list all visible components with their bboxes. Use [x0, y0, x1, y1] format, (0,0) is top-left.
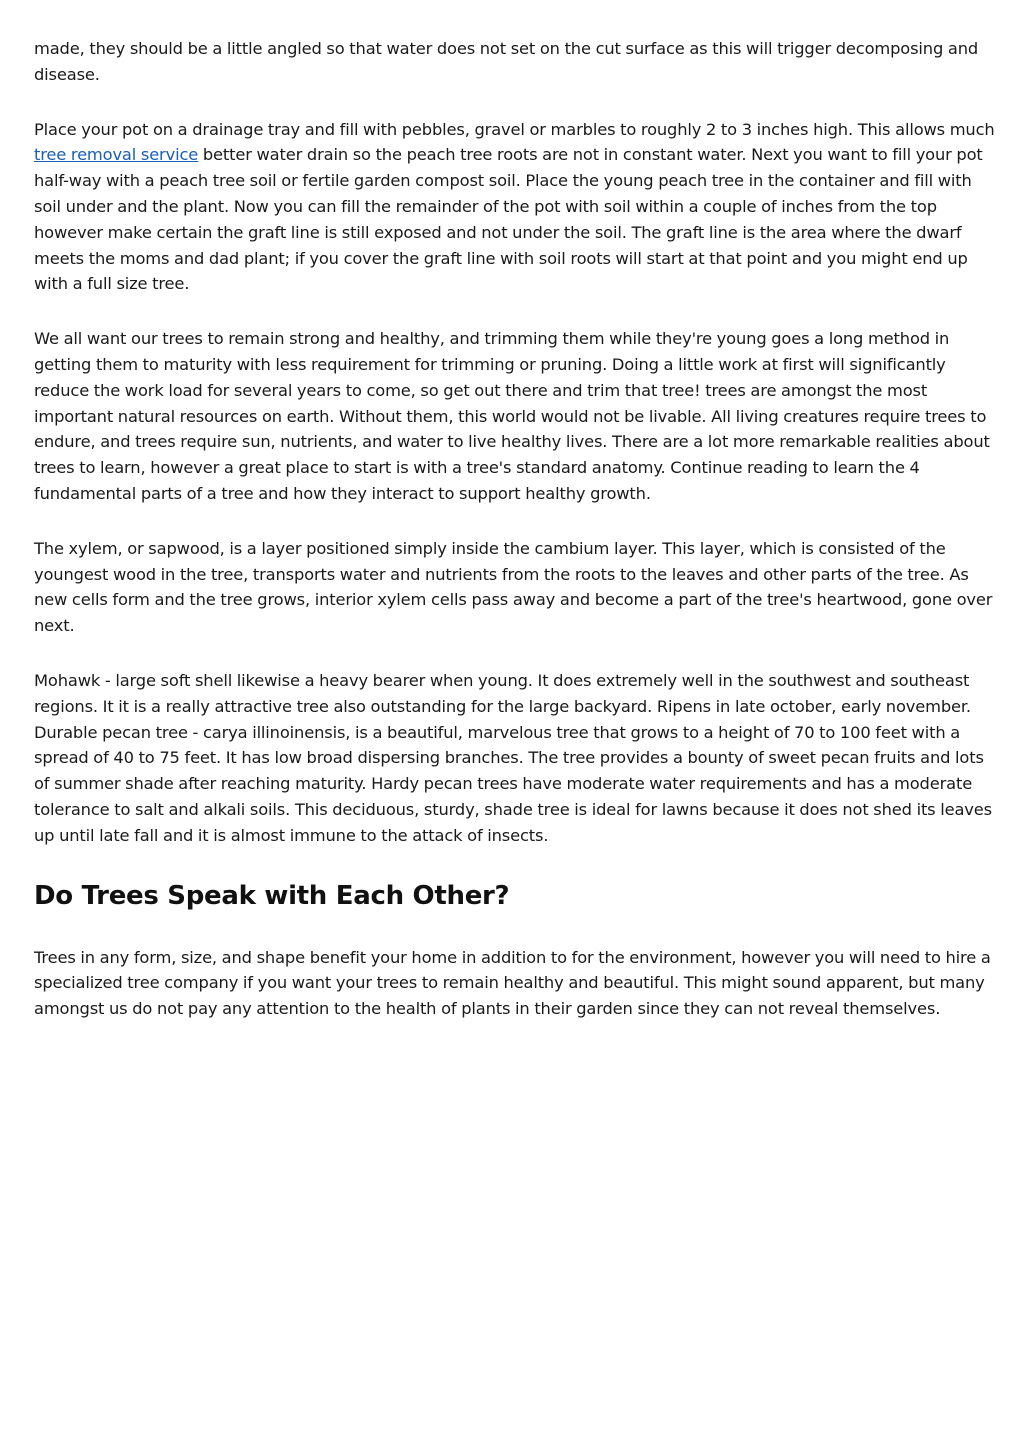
tree-removal-service-link[interactable]: tree removal service	[34, 145, 199, 165]
paragraph-xylem: The xylem, or sapwood, is a layer positioned simply inside the cambium layer. This layer, which is consisted of the youngest wood in the tree, transports water and nutrients from the roots to the leaves and other parts of the tree. As new cells form and the tree grows, interior xylem cells pass away and become a part of the tree's heartwood, gone over next.	[34, 538, 993, 636]
document-page	[34, 36, 996, 1051]
section-heading: Do Trees Speak with Each Other?	[34, 880, 510, 911]
paragraph-tree-company: Trees in any form, size, and shape benefit your home in addition to for the environment, however you will need to hire a specialized tree company if you want your trees to remain healthy and beautiful. This might sound apparent, but many amongst us do not pay any attention to the health of plants in their garden since they can not reveal themselves.	[34, 947, 991, 1019]
paragraph-trimming: We all want our trees to remain strong and healthy, and trimming them while they're young goes a long method in getting them to maturity with less requirement for trimming or pruning. Doing a little work at first will significantly reduce the work load for several years to come, so get out there and trim that tree! trees are amongst the most important natural resources on earth. Without them, this world would not be livable. All living creatures require trees to endure, and trees require sun, nutrients, and water to live healthy lives. There are a lot more remarkable realities about trees to learn, however a great place to start is with a tree's standard anatomy. Continue reading to learn the 4 fundamental parts of a tree and how they interact to support healthy growth.	[34, 329, 990, 503]
paragraph-potting	[34, 117, 996, 298]
paragraph-pruning-cut: made, they should be a little angled so that water does not set on the cut surface as this will trigger decomposing and disease.	[34, 39, 979, 84]
paragraph-potting-text-end: better water drain so the peach tree roots are not in constant water. Next you want to fill your pot half-way with a peach tree soil or fertile garden compost soil. Place the young peach tree in the container and fill with soil under and the plant. Now you can fill the remainder of the pot with soil within a couple of inches from the top however make certain the graft line is still exposed and not under the soil. The graft line is the area where the dwarf meets the moms and dad plant; if you cover the graft line with soil roots will start at that point and you might end up with a full size tree.	[34, 145, 983, 294]
paragraph-potting-text-start: Place your pot on a drainage tray and fill with pebbles, gravel or marbles to roughly 2 to 3 inches high. This allows much	[34, 119, 995, 139]
paragraph-pecan: Mohawk - large soft shell likewise a heavy bearer when young. It does extremely well in the southwest and southeast regions. It it is a really attractive tree also outstanding for the large backyard. Ripens in late october, early november. Durable pecan tree - carya illinoinensis, is a beautiful, marvelous tree that grows to a height of 70 to 100 feet with a spread of 40 to 75 feet. It has low broad dispersing branches. The tree provides a bounty of sweet pecan fruits and lots of summer shade after reaching maturity. Hardy pecan trees have moderate water requirements and has a moderate tolerance to salt and alkali soils. This deciduous, sturdy, shade tree is ideal for lawns because it does not shed its leaves up until late fall and it is almost immune to the attack of insects.	[34, 670, 992, 845]
